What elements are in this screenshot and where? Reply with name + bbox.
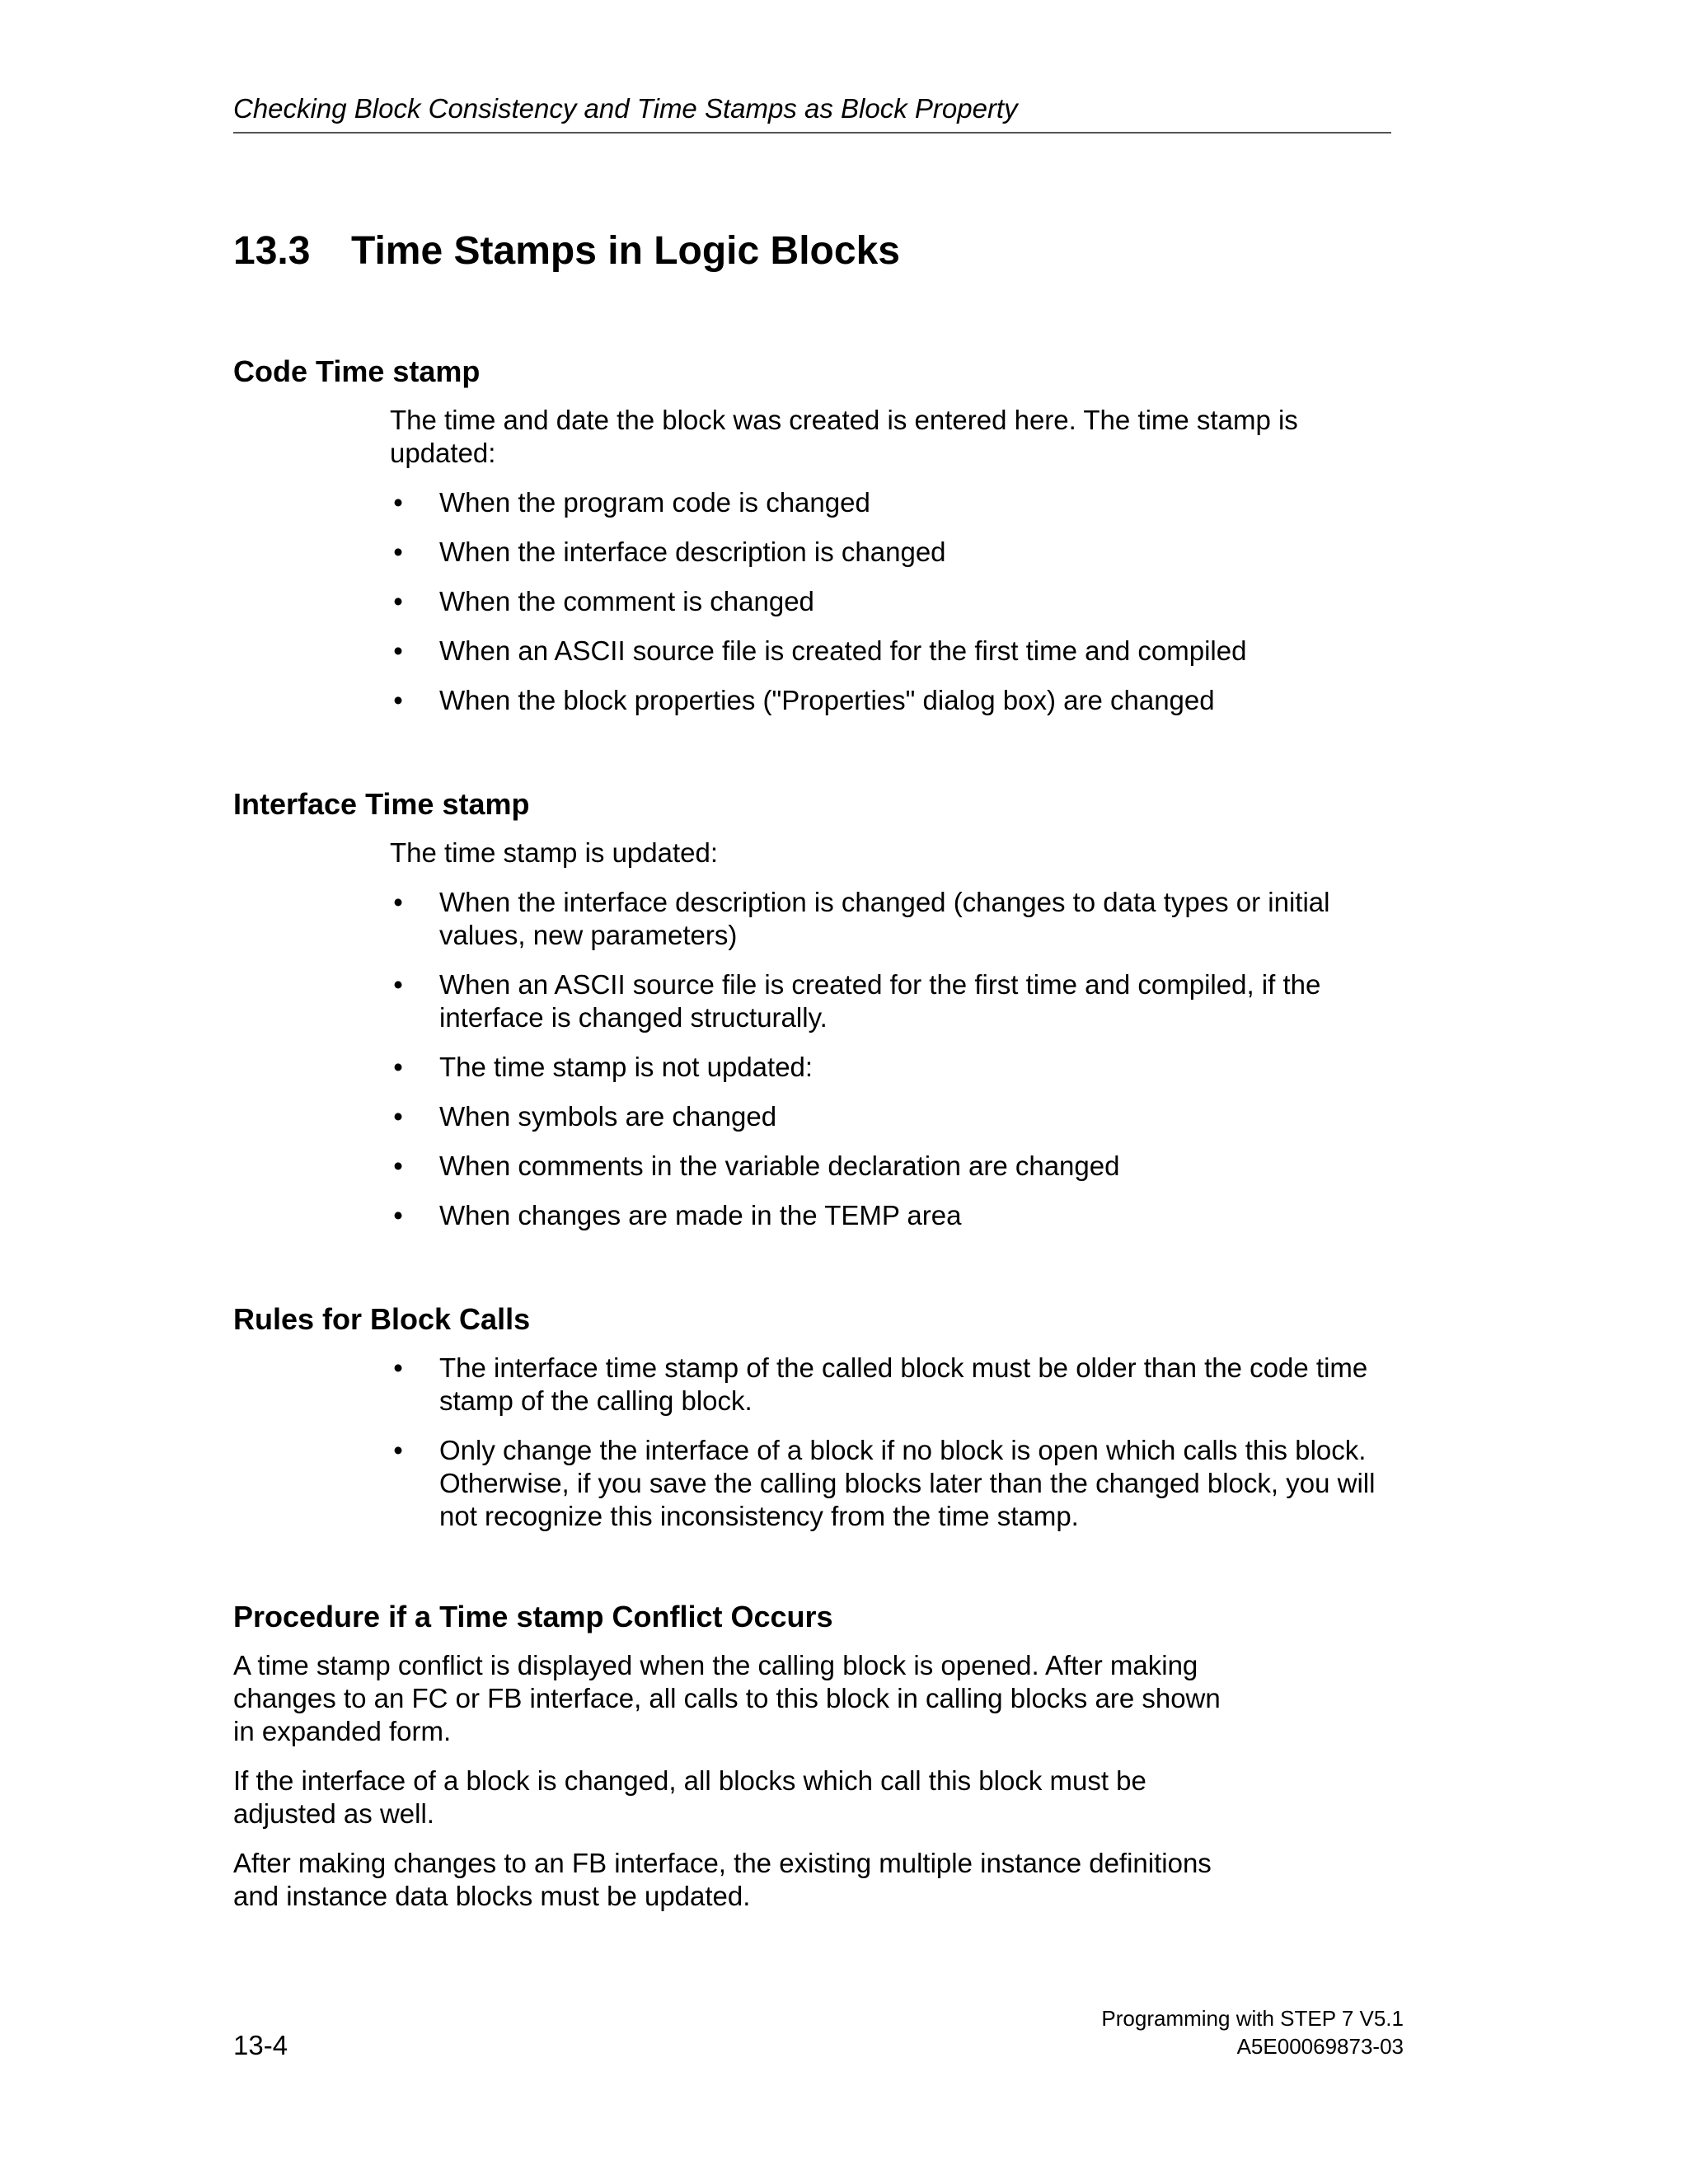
bullet-list (390, 1352, 1387, 1533)
list-item-text: When symbols are changed (439, 1101, 777, 1132)
bullet-icon: • (393, 537, 403, 567)
list-item-text: When the interface description is changed (439, 537, 946, 567)
book-title: Programming with STEP 7 V5.1 (1101, 2006, 1404, 2031)
bullet-list (390, 886, 1346, 1232)
list-item (390, 1100, 1346, 1133)
section-heading: Procedure if a Time stamp Conflict Occurs (233, 1600, 833, 1633)
bullet-icon: • (393, 887, 403, 917)
list-item (390, 886, 1346, 952)
order-number: A5E00069873-03 (1236, 2034, 1404, 2059)
bullet-icon: • (393, 1200, 403, 1230)
list-item (390, 1434, 1387, 1533)
bullet-icon: • (393, 1052, 403, 1082)
footer-book-info (1101, 2004, 1404, 2060)
list-item (390, 684, 1404, 717)
paragraph: After making changes to an FB interface, the existing multiple instance definitions and instance data blocks must be updated. (233, 1848, 1212, 1911)
bullet-list (390, 486, 1404, 717)
list-item-text: The interface time stamp of the called block must be older than the code time stamp of the calling block. (439, 1352, 1368, 1416)
section-heading: Code Time stamp (233, 354, 481, 388)
list-item (390, 585, 1404, 618)
list-item-text: When an ASCII source file is created for the first time and compiled (439, 635, 1247, 666)
paragraph: A time stamp conflict is displayed when the calling block is opened. After making changes to an FC or FB interface, all calls to this block in calling blocks are shown in expanded form. (233, 1650, 1221, 1746)
list-item-text: When changes are made in the TEMP area (439, 1200, 962, 1230)
bullet-icon: • (393, 1151, 403, 1181)
section-heading: Rules for Block Calls (233, 1302, 531, 1336)
list-item-text: When the program code is changed (439, 487, 870, 518)
list-item (390, 486, 1404, 519)
list-item (390, 1051, 1346, 1084)
bullet-icon: • (393, 586, 403, 616)
list-item (390, 1199, 1346, 1232)
list-item-text: When comments in the variable declaration are changed (439, 1151, 1120, 1181)
list-item (390, 1150, 1346, 1183)
bullet-icon: • (393, 685, 403, 715)
list-item-text: When the interface description is changed (changes to data types or initial values, new parameters) (439, 887, 1330, 950)
chapter-number: 13.3 (233, 229, 311, 273)
paragraph: If the interface of a block is changed, all blocks which call this block must be adjusted as well. (233, 1765, 1146, 1829)
list-item (390, 635, 1404, 668)
chapter-title-text: Time Stamps in Logic Blocks (351, 229, 900, 273)
bullet-icon: • (393, 635, 403, 666)
section-body (390, 1352, 1404, 1533)
section-body (233, 1649, 1231, 1913)
section-interface-time-stamp (233, 784, 1404, 1232)
list-item (390, 968, 1346, 1034)
running-header: Checking Block Consistency and Time Stamps as Block Property (233, 91, 1391, 134)
list-item-text: The time stamp is not updated: (439, 1052, 814, 1082)
section-rules-block-calls (233, 1299, 1404, 1533)
list-item (390, 1352, 1387, 1418)
bullet-icon: • (393, 1101, 403, 1132)
list-item-text: When the block properties ("Properties" dialog box) are changed (439, 685, 1215, 715)
list-item-text: Only change the interface of a block if no block is open which calls this block. Otherwise, if you save the calling blocks later than the changed block, you will not recognize this inconsistency from the time stamp. (439, 1435, 1376, 1531)
section-heading: Interface Time stamp (233, 787, 530, 821)
bullet-icon: • (393, 1352, 403, 1383)
bullet-icon: • (393, 487, 403, 518)
section-code-time-stamp (233, 351, 1404, 717)
list-item (390, 536, 1404, 569)
section-procedure-conflict (233, 1596, 1404, 1913)
page-number: 13-4 (233, 2030, 288, 2060)
section-body (390, 404, 1404, 717)
chapter-title (233, 227, 900, 276)
list-item-text: When an ASCII source file is created for the first time and compiled, if the interface is changed structurally. (439, 969, 1321, 1033)
bullet-icon: • (393, 1435, 403, 1465)
bullet-icon: • (393, 969, 403, 1000)
intro-paragraph: The time stamp is updated: (390, 837, 719, 868)
list-item-text: When the comment is changed (439, 586, 814, 616)
section-body (390, 837, 1404, 1232)
intro-paragraph: The time and date the block was created is entered here. The time stamp is updated: (390, 405, 1298, 468)
